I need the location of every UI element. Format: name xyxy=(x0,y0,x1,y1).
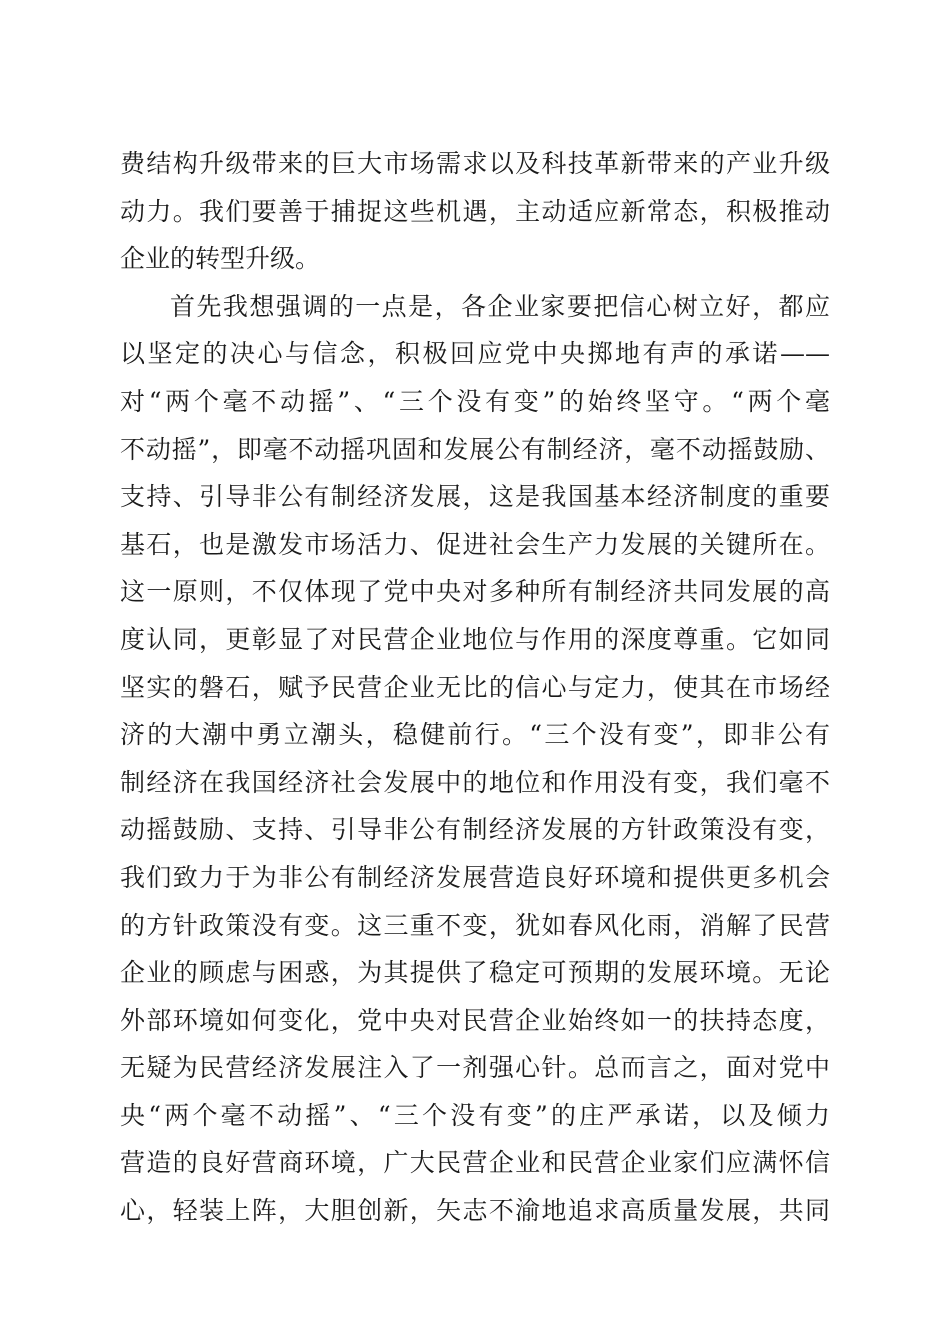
text-line-7: 不动摇”，即毫不动摇巩固和发展公有制经济，毫不动摇鼓励、 xyxy=(120,434,830,464)
text-line-20: 无疑为民营经济发展注入了一剂强心针。总而言之，面对党中 xyxy=(120,1053,830,1083)
text-line-4: 首先我想强调的一点是，各企业家要把信心树立好，都应 xyxy=(170,291,830,321)
text-line-23: 心，轻装上阵，大胆创新，矢志不渝地追求高质量发展，共同 xyxy=(120,1196,830,1226)
text-line-10: 这一原则，不仅体现了党中央对多种所有制经济共同发展的高 xyxy=(120,577,830,607)
text-line-5: 以坚定的决心与信念，积极回应党中央掷地有声的承诺—— xyxy=(120,339,830,369)
text-line-12: 坚实的磐石，赋予民营企业无比的信心与定力，使其在市场经 xyxy=(120,672,830,702)
text-line-3: 企业的转型升级。 xyxy=(120,244,321,274)
text-line-2: 动力。我们要善于捕捉这些机遇，主动适应新常态，积极推动 xyxy=(120,196,830,226)
text-line-11: 度认同，更彰显了对民营企业地位与作用的深度尊重。它如同 xyxy=(120,624,830,654)
text-line-9: 基石，也是激发市场活力、促进社会生产力发展的关键所在。 xyxy=(120,529,830,559)
text-line-22: 营造的良好营商环境，广大民营企业和民营企业家们应满怀信 xyxy=(120,1148,830,1178)
text-line-15: 动摇鼓励、支持、引导非公有制经济发展的方针政策没有变， xyxy=(120,815,830,845)
text-line-8: 支持、引导非公有制经济发展，这是我国基本经济制度的重要 xyxy=(120,482,830,512)
text-line-14: 制经济在我国经济社会发展中的地位和作用没有变，我们毫不 xyxy=(120,767,830,797)
text-line-1: 费结构升级带来的巨大市场需求以及科技革新带来的产业升级 xyxy=(120,149,830,178)
text-line-18: 企业的顾虑与困惑，为其提供了稳定可预期的发展环境。无论 xyxy=(120,958,830,988)
text-line-16: 我们致力于为非公有制经济发展营造良好环境和提供更多机会 xyxy=(120,862,830,892)
body-text xyxy=(120,140,830,1235)
text-line-21: 央“两个毫不动摇”、“三个没有变”的庄严承诺，以及倾力 xyxy=(120,1100,830,1130)
text-line-6: 对“两个毫不动摇”、“三个没有变”的始终坚守。“两个毫 xyxy=(120,386,830,416)
text-line-19: 外部环境如何变化，党中央对民营企业始终如一的扶持态度， xyxy=(120,1005,830,1035)
text-line-13: 济的大潮中勇立潮头，稳健前行。“三个没有变”，即非公有 xyxy=(120,720,830,750)
text-line-17: 的方针政策没有变。这三重不变，犹如春风化雨，消解了民营 xyxy=(120,910,830,940)
